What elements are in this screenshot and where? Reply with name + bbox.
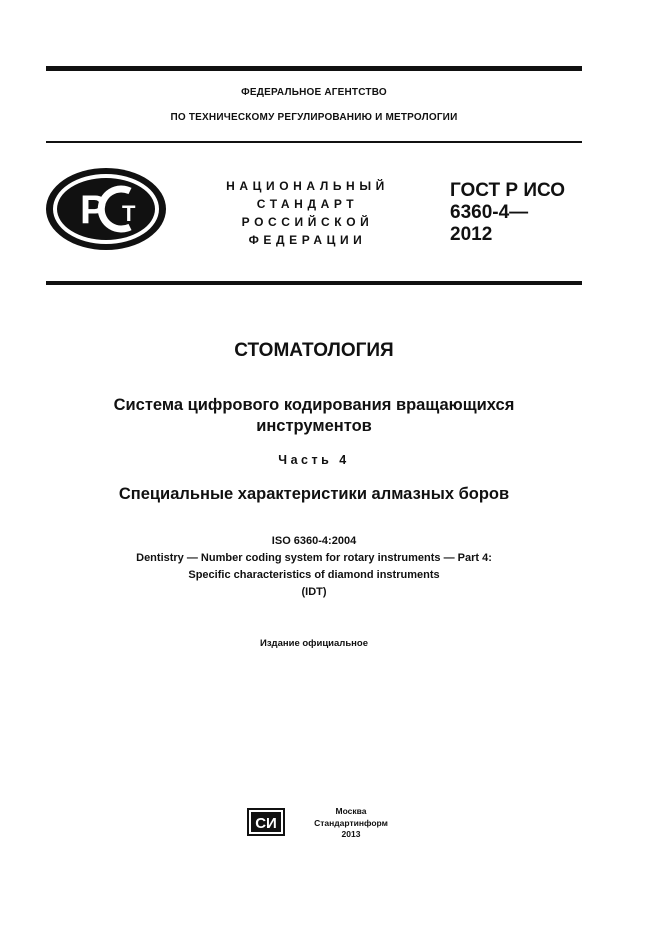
document-title: СТОМАТОЛОГИЯ <box>234 340 394 361</box>
designation-line-3: 2012 <box>450 224 493 245</box>
agency-line-2: ПО ТЕХНИЧЕСКОМУ РЕГУЛИРОВАНИЮ И МЕТРОЛОГИИ <box>170 112 458 123</box>
iso-line-4: (IDT) <box>301 586 327 598</box>
subtitle-line-1: Система цифрового кодирования вращающихся <box>113 396 515 414</box>
standard-type-line-1: НАЦИОНАЛЬНЫЙ <box>226 179 389 193</box>
standard-designation <box>450 180 590 246</box>
publisher-year: 2013 <box>341 829 361 839</box>
part-title: Специальные характеристики алмазных боров <box>118 485 510 503</box>
publisher-name: Стандартинформ <box>314 817 388 828</box>
standard-type <box>205 177 410 249</box>
iso-reference <box>46 533 582 601</box>
iso-code: ISO 6360-4:2004 <box>271 535 357 547</box>
subtitle-line-2: инструментов <box>256 417 372 435</box>
designation-line-1: ГОСТ Р ИСО <box>450 180 566 201</box>
edition-note: Издание официальное <box>260 638 368 649</box>
rst-logo-icon <box>44 166 168 252</box>
publisher-city: Москва <box>335 806 367 816</box>
lower-rule <box>46 281 582 285</box>
agency-line-1: ФЕДЕРАЛЬНОЕ АГЕНТСТВО <box>241 87 387 98</box>
rst-logo-letter-t: Т <box>122 201 136 226</box>
part-label: Часть 4 <box>278 453 350 467</box>
top-rule <box>46 66 582 71</box>
rst-logo-letter-r: Р <box>80 188 107 232</box>
standard-type-line-4: ФЕДЕРАЦИИ <box>248 233 367 247</box>
iso-line-2: Dentistry — Number coding system for rotary instruments — Part 4: <box>136 552 492 564</box>
publisher-block <box>311 806 391 841</box>
document-subtitle <box>46 395 582 437</box>
iso-line-3: Specific characteristics of diamond instruments <box>188 569 440 581</box>
standard-type-line-2: СТАНДАРТ <box>256 197 359 211</box>
standard-type-line-3: РОССИЙСКОЙ <box>241 215 374 229</box>
standartinform-logo-icon <box>247 808 285 836</box>
header-rule <box>46 141 582 143</box>
designation-line-2: 6360-4— <box>450 202 529 223</box>
publisher-logo-text: СИ <box>255 815 277 832</box>
